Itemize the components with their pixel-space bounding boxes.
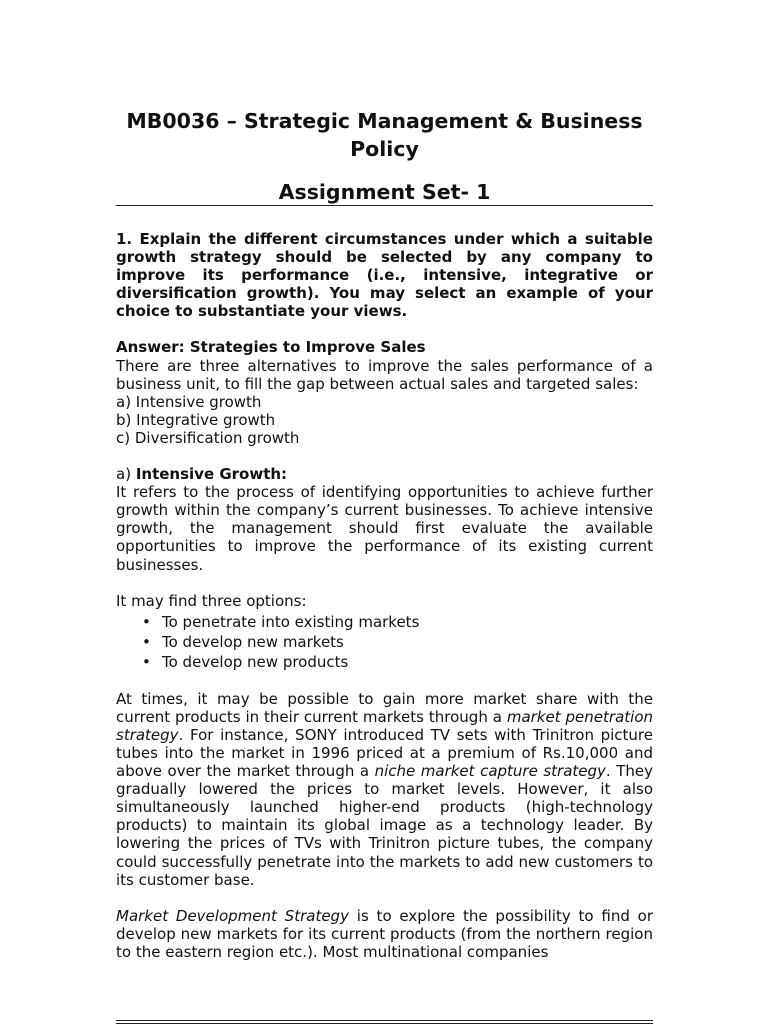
paragraph-text: is to explore the possibility to find or develop new markets for its current products (from the northern region to the eastern region etc.). Most multinational companies: [116, 906, 654, 961]
document-body: [116, 230, 653, 961]
document-title: MB0036 – Strategic Management & Business Policy: [126, 109, 643, 161]
alternative-item: c) Diversification growth: [116, 428, 300, 447]
paragraph-text: . For instance, SONY introduced TV sets with Trinitron picture tubes into the market in 1996 priced at a premium of Rs.10,000 and above over the market through a: [116, 725, 653, 781]
list-item: [116, 612, 653, 632]
emphasis-text: niche market capture strategy: [374, 762, 606, 781]
alternative-item: b) Integrative growth: [116, 410, 276, 429]
answer-intro: There are three alternatives to improve the sales performance of a business unit, to fill the gap between actual sales and targeted sales:: [116, 356, 653, 393]
market-penetration-paragraph: [116, 690, 653, 889]
options-list: [116, 612, 653, 672]
section-a-heading-line: [116, 465, 653, 483]
section-a-text: It refers to the process of identifying opportunities to achieve further growth within the company’s current businesses. To achieve intensive growth, the management should first evaluate the available opportunities to improve the performance of its existing current businesses.: [116, 483, 653, 574]
list-item: [116, 632, 653, 652]
header-divider: [116, 205, 653, 206]
list-item: [116, 652, 653, 672]
paragraph-text: . They gradually lowered the prices to market levels. However, it also simultaneously launched higher-end products (high-technology products) to maintain its global image as a technology leader. By lowering the prices of TVs with Trinitron picture tubes, the company could successfully penetrate into the markets to add new customers to its customer base.: [116, 762, 653, 889]
market-development-paragraph: [116, 907, 653, 961]
emphasis-text: market penetration strategy: [116, 707, 653, 744]
alternative-item: a) Intensive growth: [116, 392, 262, 411]
paragraph-text: At times, it may be possible to gain more market share with the current products in their current markets through a: [116, 689, 653, 726]
bullet-icon: •: [142, 612, 151, 631]
option-label: To develop new products: [162, 652, 349, 671]
question-text: 1. Explain the different circumstances under which a suitable growth strategy should be selected by any company to improve its performance (i.e., intensive, integrative or diversification growth). You may select an example of your choice to substantiate your views.: [116, 230, 653, 321]
bullet-icon: •: [142, 652, 151, 671]
section-a-heading: Intensive Growth:: [135, 465, 288, 484]
section-a-prefix: a): [116, 465, 136, 484]
footer-divider: [116, 1020, 653, 1021]
document-subtitle: Assignment Set- 1: [278, 180, 491, 204]
option-label: To develop new markets: [162, 632, 344, 651]
bullet-icon: •: [142, 632, 151, 651]
options-intro: It may find three options:: [116, 591, 307, 610]
answer-heading: Answer: Strategies to Improve Sales: [116, 338, 426, 357]
option-label: To penetrate into existing markets: [162, 612, 420, 631]
emphasis-text: Market Development Strategy: [116, 906, 349, 925]
